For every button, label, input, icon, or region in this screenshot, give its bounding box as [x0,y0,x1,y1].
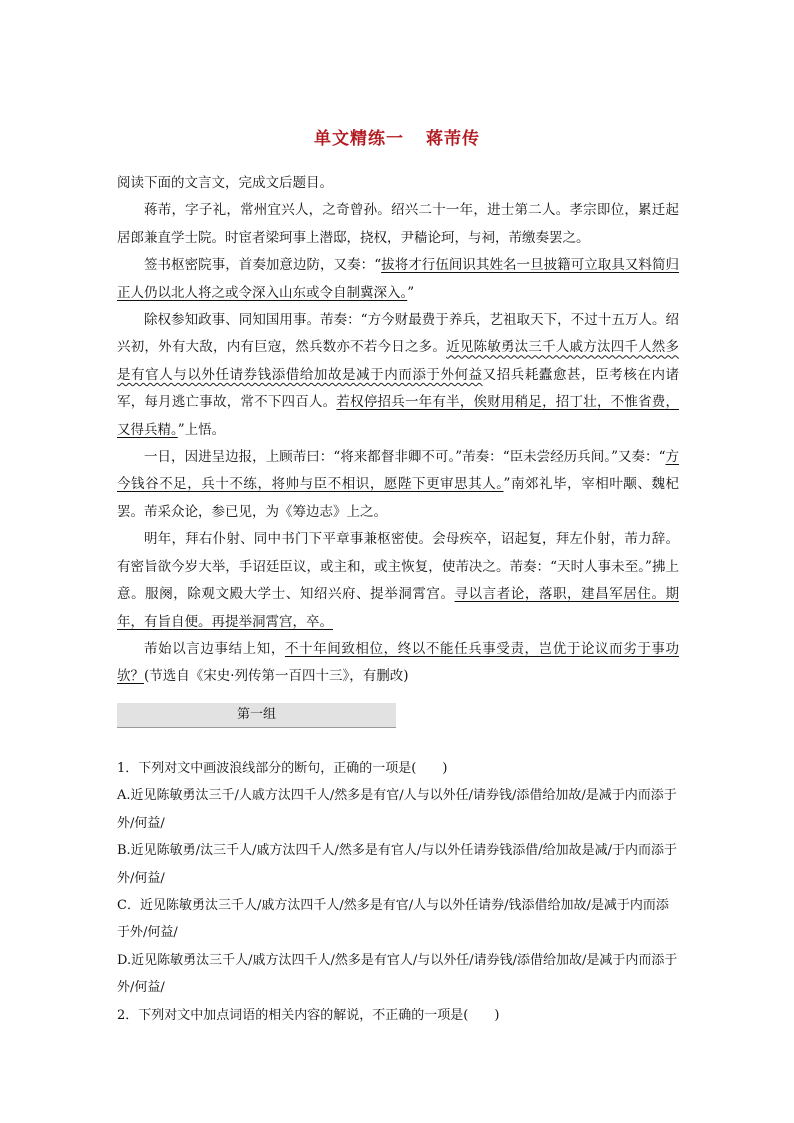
paragraph-5-text: 明年，拜右仆射、同中书门下平章事兼枢密使。会母疾卒，诏起复，拜左仆射，芾力辞。有密旨欲今岁大举，手诏廷臣议，或主和，或主恢复，使芾决之。芾奏：“天时人事未至。”拂上意。服阕，除观文殿大学士、知绍兴府、提举洞霄宫。 [117,531,679,603]
underlined-sentence-5: 不十年间致相位，终以不能任兵事受责，岂优于论议而劣于事功欤？ [117,640,680,685]
passage [117,170,679,691]
passage-paragraph-4 [117,444,679,526]
question-1: 1．下列对文中画波浪线部分的断句，正确的一项是( ) [117,761,448,776]
underlined-sentence-3: 方今钱谷不足，兵十不练，将帅与臣不相识，愿陛下更审思其人。 [117,449,679,493]
paragraph-3-text: 除权参知政事、同知国用事。芾奏：“方今财最费于养兵，艺祖取天下，不过十五万人。绍兴初，外有大敌，内有巨寇，然兵数亦不若今日之多。 [117,312,679,356]
instruction-text: 阅读下面的文言文，完成文后题目。 [117,175,333,191]
underlined-sentence-2: 若权停招兵一年有半，俟财用稍足，招丁壮，不惟省费，又得兵精。 [117,394,680,438]
title-part-1: 单文精练一 [314,129,404,149]
paragraph-2-end: ” [407,284,415,301]
paragraph-4-text: 一日，因进呈边报，上顾芾曰：“将来都督非卿不可。”芾奏：“臣未尝经历兵间。”又奏：“ [144,449,666,466]
title-part-2: 蒋芾传 [426,129,480,149]
paragraph-3-text-b: 又招兵耗蠹愈甚，臣考核在内诸军，每月逃亡事故，常不下四百人。 [117,366,680,411]
question-1-option-b: B.近见陈敏勇/汰三千人/戚方汰四千人/然多是有官人/与以外任请券钱添借/给加故是减/于内而添于外/何益/ [117,843,677,886]
group-heading: 第一组 [117,703,396,728]
questions-section [117,755,679,1029]
wavy-underlined-sentence: 近见陈敏勇汰三千人戚方汰四千人然多是有官人与以外任请券钱添借给加故是减于内而添于外何益 [117,339,680,383]
passage-paragraph-3 [117,307,679,444]
source-note: (节选自《宋史·列传第一百四十三》，有删改) [144,668,409,685]
paragraph-4-text-b: ”南郊礼毕，宰相叶颙、魏杞罢。芾采众论，参已见，为《筹边志》上之。 [117,476,680,520]
passage-paragraph-1: 蒋芾，字子礼，常州宜兴人，之奇曾孙。绍兴二十一年，进士第二人。孝宗即位，累迁起居郎兼直学士院。时宦者梁珂事上潜邸，挠权，尹穑论珂，与祠，芾缴奏罢之。 [117,202,679,246]
question-1-option-c: C．近见陈敏勇汰三千人/戚方汰四千人/然多是有官/人与以外任请券/钱添借给加故/是减于内而添于外/何益/ [117,898,669,941]
question-2: 2．下列对文中加点词语的相关内容的解说，不正确的一项是( ) [117,1007,500,1023]
passage-paragraph-2 [117,252,679,307]
question-1-option-a: A.近见陈敏勇汰三千/人戚方汰四千人/然多是有官/人与以外任/请券钱/添借给加故/是减于内而添于外/何益/ [117,788,677,831]
paragraph-3-end: ”上悟。 [177,421,226,438]
page-title [0,124,794,149]
underlined-sentence-1: 拔将才行伍间识其姓名一旦披籍可立取具又料简归正人仍以北人将之或令深入山东或令自制冀深入。 [117,257,680,301]
passage-paragraph-6 [117,636,679,691]
paragraph-6-text: 芾始以言边事结上知， [144,640,285,657]
underlined-sentence-4: 寻以言者论，落职，建昌军居住。期年，有旨自便。再提举洞霄宫，卒。 [117,586,680,630]
paragraph-2-text: 签书枢密院事，首奏加意边防，又奏：“ [144,257,382,274]
question-1-option-d: D.近见陈敏勇汰三千人/戚方汰四千人/然多是有官人/与以外任/请券钱/添借给加故/是减于内而添于外/何益/ [117,952,678,996]
passage-paragraph-5 [117,526,679,636]
